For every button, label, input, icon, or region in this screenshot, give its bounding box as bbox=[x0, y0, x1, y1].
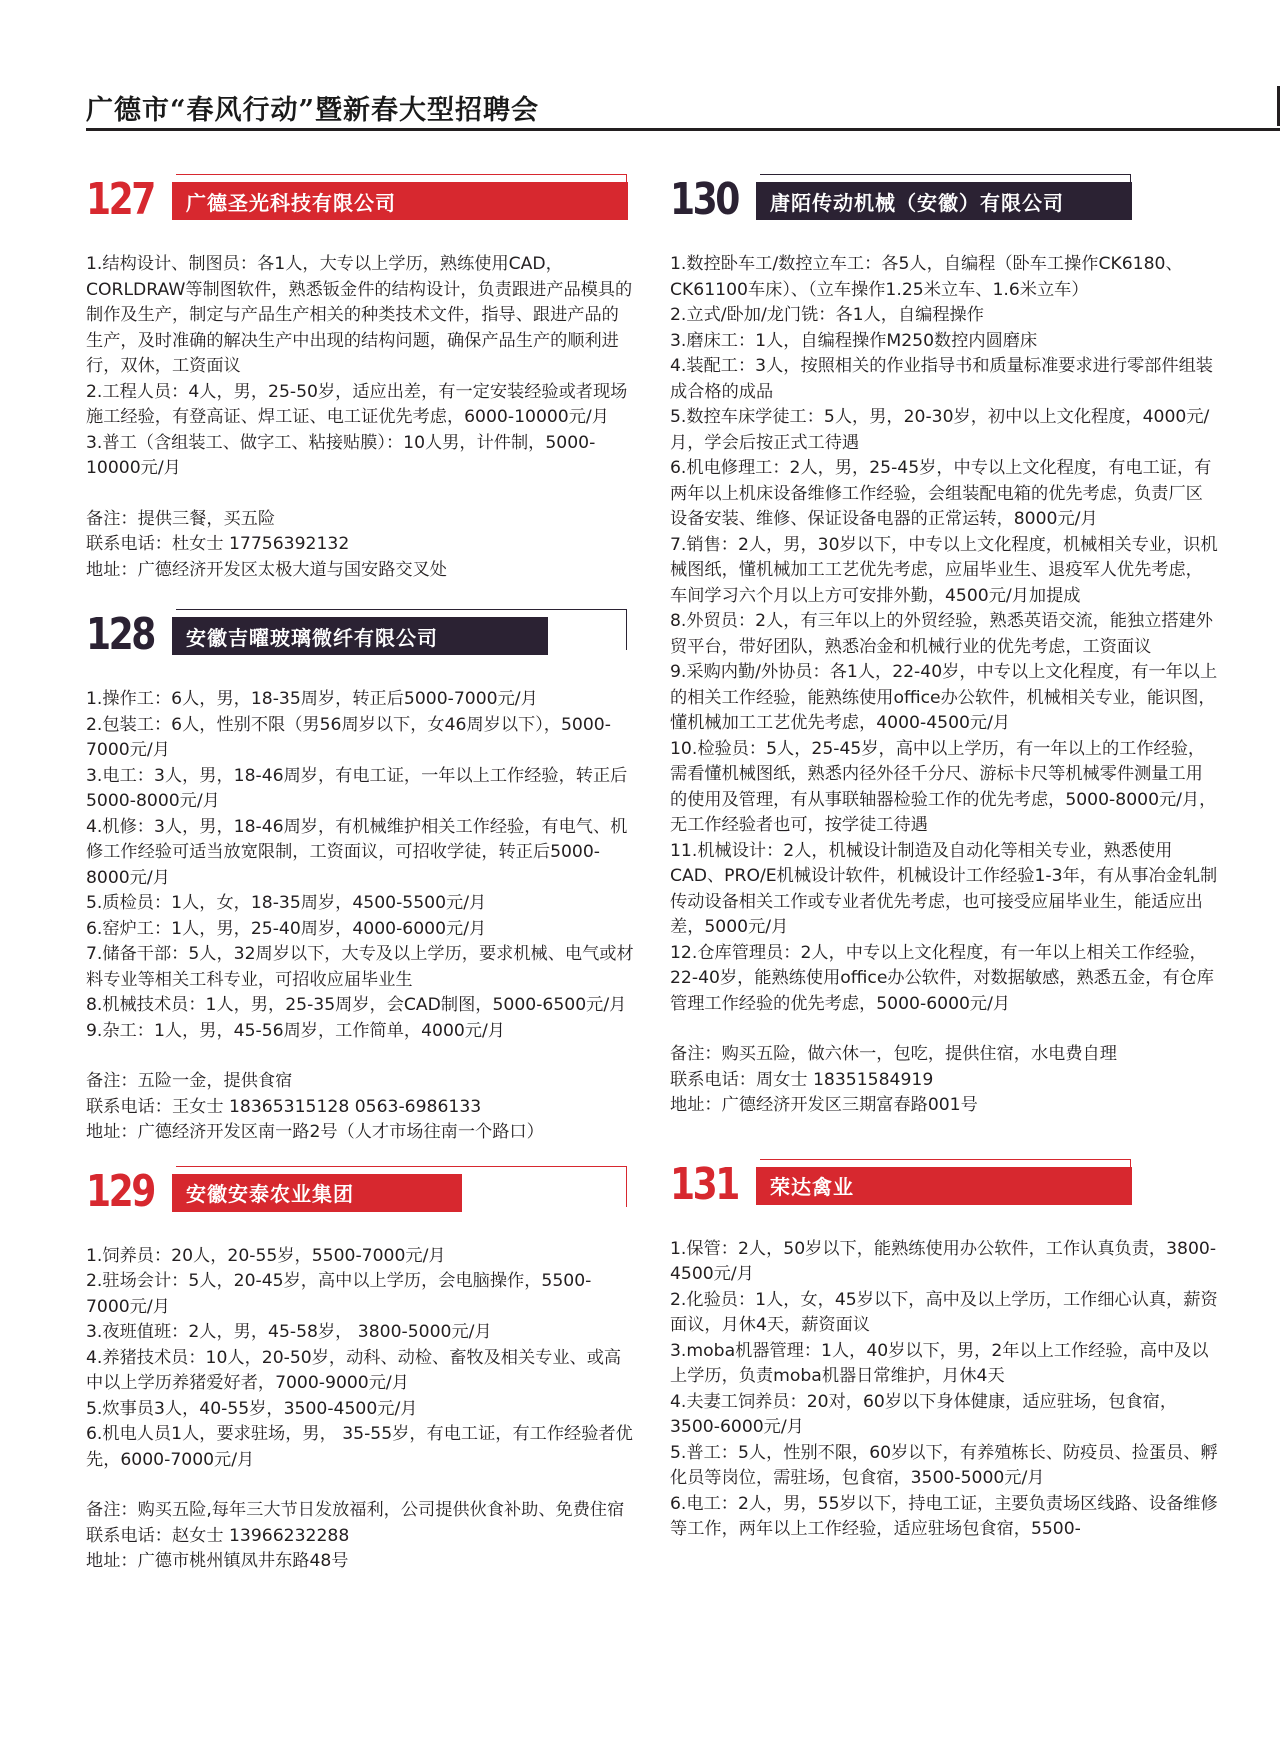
job-item: 2.工程人员：4人，男，25-50岁，适应出差，有一定安装经验或者现场施工经验，有登高证、焊工证、电工证优先考虑，6000-10000元/月 bbox=[86, 381, 628, 427]
job-item: 9.采购内勤/外协员：各1人，22-40岁，中专以上文化程度，有一年以上的相关工作经验，能熟练使用office办公软件，机械相关专业，能识图，懂机械加工工艺优先考虑，4000-4500元/月 bbox=[670, 662, 1218, 733]
job-item: 2.驻场会计：5人，20-45岁，高中以上学历，会电脑操作，5500-7000元/月 bbox=[86, 1271, 592, 1317]
company-number: 130 bbox=[670, 174, 738, 225]
remarks: 备注：五险一金，提供食宿 bbox=[86, 1071, 293, 1091]
address: 地址：广德经济开发区南一路2号（人才市场往南一个路口） bbox=[86, 1122, 544, 1142]
company-listing-131 bbox=[670, 1158, 1218, 1543]
contact-info bbox=[670, 1042, 1218, 1119]
job-item: 5.质检员：1人，女，18-35周岁，4500-5500元/月 bbox=[86, 893, 487, 913]
remarks: 备注：购买五险，做六休一，包吃，提供住宿，水电费自理 bbox=[670, 1044, 1117, 1064]
contact-info bbox=[86, 1498, 634, 1575]
job-item: 5.数控车床学徒工：5人，男，20-30岁，初中以上文化程度，4000元/月，学会后按正式工待遇 bbox=[670, 407, 1210, 453]
job-item: 7.储备干部：5人，32周岁以下，大专及以上学历，要求机械、电气或材料专业等相关工科专业，可招收应届毕业生 bbox=[86, 944, 634, 990]
company-name: 广德圣光科技有限公司 bbox=[186, 190, 396, 215]
job-item: 4.养猪技术员：10人，20-50岁，动科、动检、畜牧及相关专业、或高中以上学历养猪爱好者，7000-9000元/月 bbox=[86, 1347, 622, 1393]
job-item: 7.销售：2人，男，30岁以下，中专以上文化程度，机械相关专业，识机械图纸，懂机械加工工艺优先考虑，应届毕业生、退疫军人优先考虑，车间学习六个月以上方可安排外勤，4500元/月加提成 bbox=[670, 534, 1218, 606]
company-listing-127 bbox=[86, 174, 634, 583]
address: 地址：广德经济开发区太极大道与国安路交叉处 bbox=[86, 559, 447, 580]
phone: 联系电话：王女士 18365315128 0563-6986133 bbox=[86, 1096, 482, 1117]
job-item: 1.数控卧车工/数控立车工：各5人，自编程（卧车工操作CK6180、CK61100车床）、（立车操作1.25米立车、1.6米立车） bbox=[670, 254, 1183, 300]
job-item: 6.电工：2人，男，55岁以下，持电工证，主要负责场区线路、设备维修等工作，两年以上工作经验，适应驻场包食宿，5500- bbox=[670, 1493, 1218, 1539]
job-item: 4.夫妻工饲养员：20对，60岁以下身体健康，适应驻场，包食宿，3500-6000元/月 bbox=[670, 1391, 1178, 1437]
job-item: 1.饲养员：20人，20-55岁，5500-7000元/月 bbox=[86, 1245, 446, 1266]
job-item: 12.仓库管理员：2人，中专以上文化程度，有一年以上相关工作经验，22-40岁，能熟练使用office办公软件，对数据敏感，熟悉五金，有仓库管理工作经验的优先考虑，5000-6000元/月 bbox=[670, 942, 1214, 1014]
company-header bbox=[670, 174, 1218, 226]
job-item: 3.电工：3人，男，18-46周岁，有电工证，一年以上工作经验，转正后5000-8000元/月 bbox=[86, 765, 628, 811]
job-list bbox=[670, 1237, 1218, 1543]
phone: 联系电话：杜女士 17756392132 bbox=[86, 534, 350, 554]
job-list bbox=[86, 687, 634, 1044]
job-item: 11.机械设计：2人，机械设计制造及自动化等相关专业，熟悉使用CAD、PRO/E机械设计软件，机械设计工作经验1-3年，有从事冶金轧制传动设备相关工作或专业者优先考虑，也可接受应届毕业生，能适应出差，5000元/月 bbox=[670, 840, 1218, 937]
banner-frame bbox=[176, 1166, 627, 1207]
job-item: 9.杂工：1人，男，45-56周岁，工作简单，4000元/月 bbox=[86, 1020, 505, 1041]
job-item: 4.机修：3人，男，18-46周岁，有机械维护相关工作经验，有电气、机修工作经验可适当放宽限制，工资面议，可招收学徒，转正后5000-8000元/月 bbox=[86, 816, 628, 888]
job-item: 8.外贸员：2人，有三年以上的外贸经验，熟悉英语交流，能独立搭建外贸平台，带好团队，熟悉冶金和机械行业的优先考虑，工资面议 bbox=[670, 611, 1213, 657]
company-listing-130 bbox=[670, 174, 1218, 1119]
job-item: 6.窑炉工：1人，男，25-40周岁，4000-6000元/月 bbox=[86, 918, 487, 939]
address: 地址：广德经济开发区三期富春路001号 bbox=[670, 1095, 978, 1115]
contact-info bbox=[86, 1069, 634, 1146]
company-header bbox=[670, 1158, 1218, 1211]
company-number: 128 bbox=[86, 609, 154, 660]
company-name: 唐陌传动机械（安徽）有限公司 bbox=[770, 190, 1064, 215]
job-item: 10.检验员：5人，25-45岁，高中以上学历，有一年以上的工作经验，需看懂机械图纸，熟悉内径外径千分尺、游标卡尺等机械零件测量工用的使用及管理，有从事联轴器检验工作的优先考虑，5000-8000元/月，无工作经验者也可，按学徒工待遇 bbox=[670, 738, 1217, 835]
company-listing-128 bbox=[86, 609, 634, 1146]
job-item: 3.普工（含组装工、做字工、粘接贴膜）：10人男，计件制，5000-10000元/月 bbox=[86, 432, 596, 478]
company-name: 安徽安泰农业集团 bbox=[186, 1182, 354, 1206]
header-divider bbox=[86, 128, 1280, 131]
left-column bbox=[86, 174, 634, 1575]
job-item: 5.普工：5人，性别不限，60岁以下，有养殖栋长、防疫员、捡蛋员、孵化员等岗位，需驻场，包食宿，3500-5000元/月 bbox=[670, 1442, 1218, 1488]
company-number: 129 bbox=[86, 1165, 154, 1217]
job-item: 5.炊事员3人，40-55岁，3500-4500元/月 bbox=[86, 1398, 418, 1419]
company-header bbox=[86, 174, 634, 226]
remarks: 备注：购买五险,每年三大节日发放福利，公司提供伙食补助、免费住宿 bbox=[86, 1500, 625, 1520]
job-list bbox=[86, 1244, 634, 1474]
remarks: 备注：提供三餐，买五险 bbox=[86, 508, 276, 529]
job-item: 4.装配工：3人，按照相关的作业指导书和质量标准要求进行零部件组装成合格的成品 bbox=[670, 356, 1213, 402]
company-number: 131 bbox=[670, 1158, 738, 1210]
company-header bbox=[86, 609, 634, 661]
job-item: 3.磨床工：1人，自编程操作M250数控内圆磨床 bbox=[670, 330, 1038, 351]
banner-frame bbox=[176, 609, 627, 650]
right-column bbox=[670, 174, 1218, 1543]
banner-frame bbox=[760, 1159, 1131, 1200]
contact-info bbox=[86, 507, 634, 584]
address: 地址：广德市桃州镇凤井东路48号 bbox=[86, 1551, 349, 1571]
job-item: 6.机电修理工：2人，男，25-45岁，中专以上文化程度，有电工证，有两年以上机床设备维修工作经验，会组装配电箱的优先考虑，负责厂区设备安装、维修、保证设备电器的正常运转，8000元/月 bbox=[670, 458, 1212, 529]
company-name: 安徽吉曜玻璃微纤有限公司 bbox=[186, 625, 438, 650]
company-name: 荣达禽业 bbox=[770, 1175, 854, 1199]
phone: 联系电话：赵女士 13966232288 bbox=[86, 1525, 350, 1546]
page-title: 广德市“春风行动”暨新春大型招聘会 bbox=[86, 95, 540, 126]
company-listing-129 bbox=[86, 1165, 634, 1575]
job-item: 6.机电人员1人，要求驻场，男， 35-55岁，有电工证，有工作经验者优先，6000-7000元/月 bbox=[86, 1424, 633, 1470]
job-item: 2.立式/卧加/龙门铣：各1人，自编程操作 bbox=[670, 305, 984, 325]
job-item: 2.包装工：6人，性别不限（男56周岁以下，女46周岁以下），5000-7000元/月 bbox=[86, 714, 611, 760]
phone: 联系电话：周女士 18351584919 bbox=[670, 1069, 934, 1090]
job-item: 1.保管：2人，50岁以下，能熟练使用办公软件，工作认真负责，3800-4500元/月 bbox=[670, 1238, 1217, 1284]
banner-frame bbox=[176, 174, 627, 215]
company-header bbox=[86, 1165, 634, 1218]
company-number: 127 bbox=[86, 174, 154, 225]
banner-frame bbox=[760, 174, 1131, 215]
job-item: 3.夜班值班：2人，男，45-58岁， 3800-5000元/月 bbox=[86, 1322, 492, 1342]
job-item: 8.机械技术员：1人，男，25-35周岁，会CAD制图，5000-6500元/月 bbox=[86, 995, 627, 1015]
job-item: 1.结构设计、制图员：各1人，大专以上学历，熟练使用CAD，CORLDRAW等制图软件，熟悉钣金件的结构设计，负责跟进产品模具的制作及生产，制定与产品生产相关的种类技术文件，指导、跟进产品的生产，及时准确的解决生产中出现的结构问题，确保产品生产的顺利进行，双休，工资面议 bbox=[86, 254, 633, 376]
job-list bbox=[86, 252, 634, 482]
job-item: 3.moba机器管理：1人，40岁以下，男，2年以上工作经验，高中及以上学历，负责moba机器日常维护，月休4天 bbox=[670, 1340, 1209, 1386]
job-item: 2.化验员：1人，女，45岁以下，高中及以上学历，工作细心认真，薪资面议，月休4天，薪资面议 bbox=[670, 1289, 1218, 1335]
job-list bbox=[670, 252, 1218, 1017]
job-item: 1.操作工：6人，男，18-35周岁，转正后5000-7000元/月 bbox=[86, 689, 538, 709]
